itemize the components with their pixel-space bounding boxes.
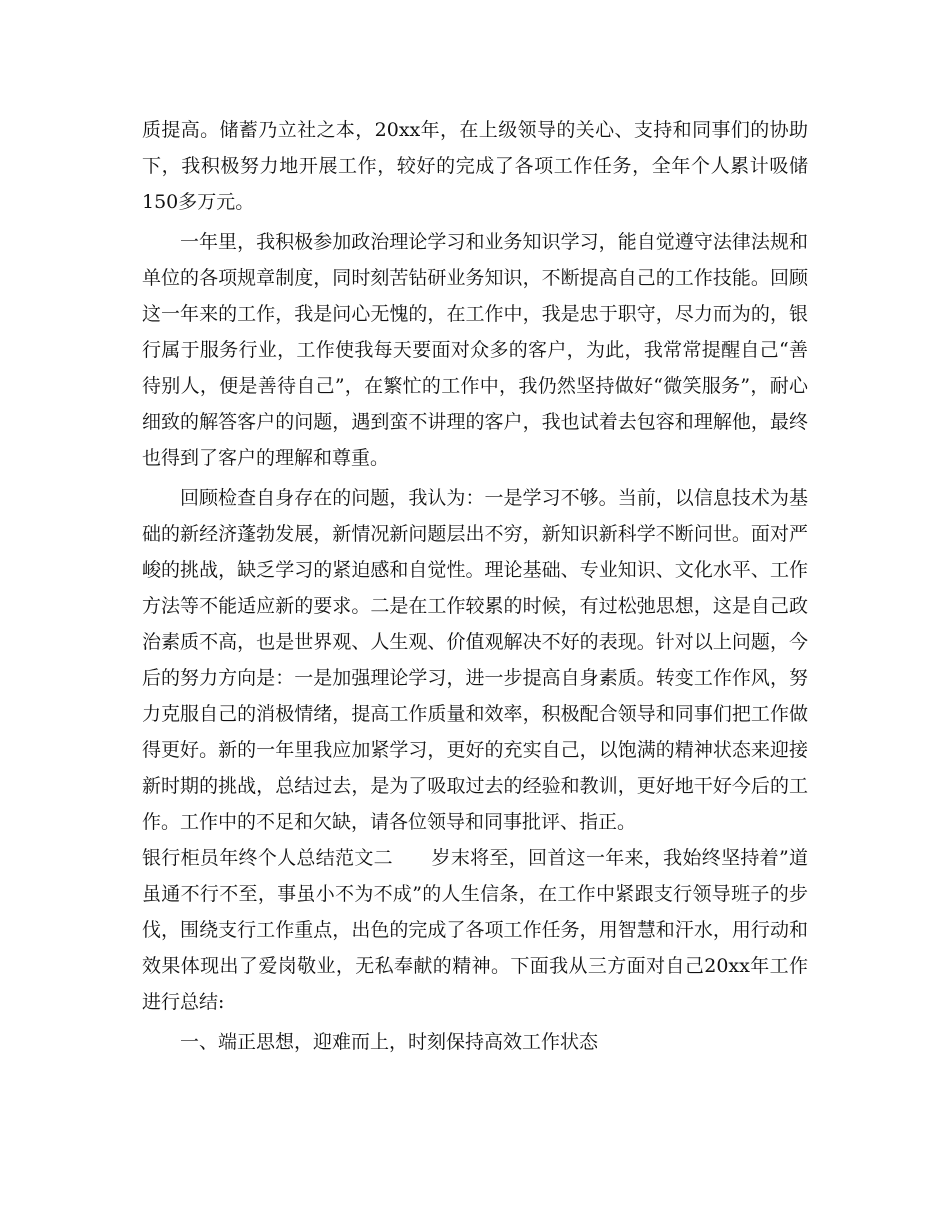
paragraph-savings-summary: 质提高。储蓄乃立社之本，20xx年，在上级领导的关心、支持和同事们的协助下，我积极努力地开展工作，较好的完成了各项工作任务，全年个人累计吸储150多万元。 xyxy=(142,119,808,213)
paragraph-problems-review: 回顾检查自身存在的问题，我认为：一是学习不够。当前，以信息技术为基础的新经济蓬勃发展，新情况新问题层出不穷，新知识新科学不断问世。面对严峻的挑战，缺乏学习的紧迫感和自觉性。理论基础、专业知识、文化水平、工作方法等不能适应新的要求。二是在工作较累的时候，有过松弛思想，这是自己政治素质不高，也是世界观、人生观、价值观解决不好的表现。针对以上问题，今后的努力方向是：一是加强理论学习，进一步提高自身素质。转变工作作风，努力克服自己的消极情绪，提高工作质量和效率，积极配合领导和同事们把工作做得更好。新的一年里我应加紧学习，更好的充实自己，以饱满的精神状态来迎接新时期的挑战，总结过去，是为了吸取过去的经验和教训，更好地干好今后的工作。工作中的不足和欠缺，请各位领导和同事批评、指正。 xyxy=(142,487,808,833)
document-body xyxy=(142,112,808,1060)
section-heading-one: 一、端正思想，迎难而上，时刻保持高效工作状态 xyxy=(180,1031,599,1053)
paragraph-sample-two: 银行柜员年终个人总结范文二 岁末将至，回首这一年来，我始终坚持着”道虽通不行不至，事虽小不为不成”的人生信条，在工作中紧跟支行领导班子的步伐，围绕支行工作重点，出色的完成了各项工作任务，用智慧和汗水，用行动和效果体现出了爱岗敬业，无私奉献的精神。下面我从三方面对自己20xx年工作进行总结: xyxy=(142,847,808,1013)
paragraph-year-review: 一年里，我积极参加政治理论学习和业务知识学习，能自觉遵守法律法规和单位的各项规章制度，同时刻苦钻研业务知识，不断提高自己的工作技能。回顾这一年来的工作，我是问心无愧的，在工作中，我是忠于职守，尽力而为的，银行属于服务行业，工作使我每天要面对众多的客户，为此，我常常提醒自己“善待别人，便是善待自己”，在繁忙的工作中，我仍然坚持做好“微笑服务”，耐心细致的解答客户的问题，遇到蛮不讲理的客户，我也试着去包容和理解他，最终也得到了客户的理解和尊重。 xyxy=(142,231,808,469)
